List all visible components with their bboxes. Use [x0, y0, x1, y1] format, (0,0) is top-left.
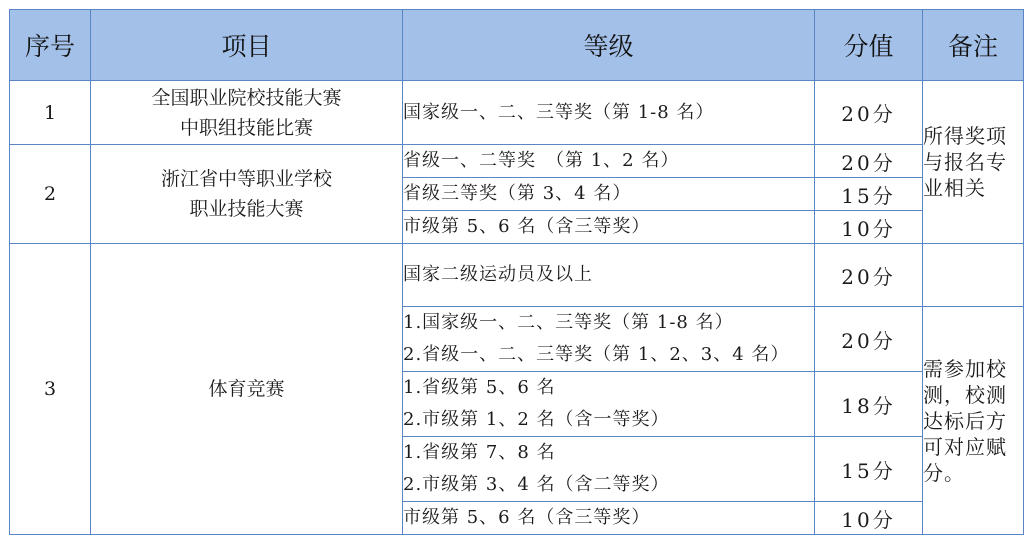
level-line: 2.省级一、二、三等奖（第 1、2、3、4 名）: [403, 344, 790, 365]
level-cell: [403, 244, 815, 307]
project-line: 中职组技能比赛: [179, 116, 313, 139]
level-line: 国家级一、二、三等奖（第 1-8 名）: [403, 101, 715, 123]
level-line: 1.省级第 5、6 名: [403, 377, 556, 398]
row-index: 3: [10, 244, 91, 535]
level-cell: [403, 437, 815, 502]
header-level: 等级: [403, 10, 815, 81]
score-cell: 20分: [815, 307, 923, 372]
header-project: 项目: [91, 10, 403, 81]
project-line: 全国职业院校技能大赛: [151, 86, 342, 109]
header-row: [10, 10, 1024, 81]
project-line: 浙江省中等职业学校: [160, 168, 332, 190]
header-remark: 备注: [923, 10, 1024, 81]
remark-cell: [923, 307, 1024, 535]
remark-text: 所得奖项与报名专业相关: [923, 124, 1007, 200]
level-cell: [403, 502, 815, 535]
score-cell: 10分: [815, 502, 923, 535]
scoring-table: [9, 9, 1024, 535]
level-line: 省级三等奖（第 3、4 名）: [403, 183, 632, 204]
table-row: [10, 244, 1024, 307]
row-index: 1: [10, 81, 91, 145]
level-line: 2.市级第 1、2 名（含一等奖）: [403, 409, 670, 430]
level-cell: [403, 178, 815, 211]
table-header: [10, 10, 1024, 81]
row-project: [91, 145, 403, 244]
level-cell: [403, 145, 815, 178]
level-line: 国家二级运动员及以上: [403, 264, 593, 285]
score-cell: 20分: [815, 145, 923, 178]
level-line: 2.市级第 3、4 名（含二等奖）: [403, 474, 670, 495]
remark-text: 需参加校测，校测达标后方可对应赋分。: [923, 356, 1007, 485]
score-cell: 18分: [815, 372, 923, 437]
header-index: 序号: [10, 10, 91, 81]
level-line: 省级一、二等奖 （第 1、2 名）: [403, 150, 680, 171]
header-score: 分值: [815, 10, 923, 81]
table-body: [10, 81, 1024, 535]
project-line: 职业技能大赛: [189, 198, 304, 220]
level-line: 市级第 5、6 名（含三等奖）: [403, 507, 651, 528]
project-line: 体育竞赛: [208, 378, 285, 400]
score-cell: 15分: [815, 437, 923, 502]
level-cell: [403, 307, 815, 372]
level-line: 市级第 5、6 名（含三等奖）: [403, 216, 651, 237]
row-index: 2: [10, 145, 91, 244]
level-cell: [403, 372, 815, 437]
remark-cell: [923, 81, 1024, 244]
score-cell: 20分: [815, 81, 923, 145]
level-cell: [403, 211, 815, 244]
remark-cell-empty: [923, 244, 1024, 307]
table-row: [10, 145, 1024, 178]
row-project: [91, 81, 403, 145]
score-cell: 15分: [815, 178, 923, 211]
score-cell: 20分: [815, 244, 923, 307]
table-row: [10, 81, 1024, 145]
level-line: 1.国家级一、二、三等奖（第 1-8 名）: [403, 312, 734, 333]
level-line: 1.省级第 7、8 名: [403, 442, 556, 463]
score-cell: 10分: [815, 211, 923, 244]
row-project: [91, 244, 403, 535]
level-cell: [403, 81, 815, 145]
